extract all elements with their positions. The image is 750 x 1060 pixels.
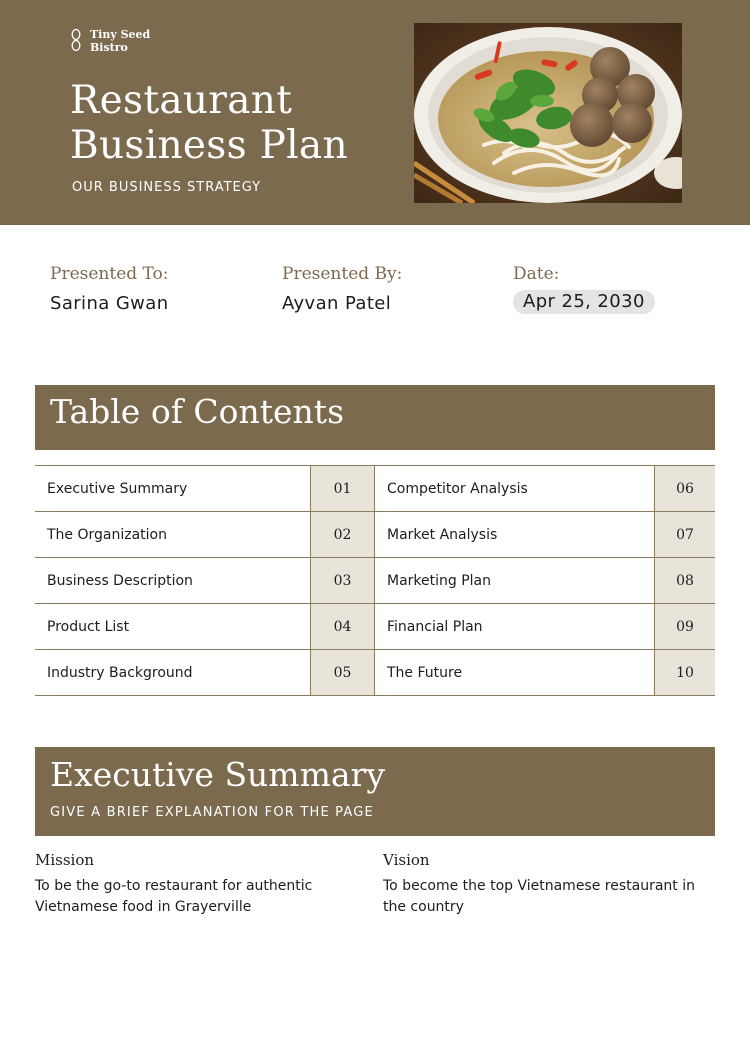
brand-logo — [70, 28, 150, 54]
vision-block — [383, 851, 713, 918]
toc-table — [35, 465, 715, 696]
presented-to-label: Presented To: — [50, 264, 169, 284]
toc-entry-label[interactable]: Executive Summary — [47, 480, 188, 497]
header-band — [0, 0, 750, 225]
toc-entry-label[interactable]: Product List — [47, 618, 130, 635]
toc-entry-label[interactable]: Industry Background — [47, 664, 193, 681]
toc-entry-label[interactable]: Competitor Analysis — [387, 480, 528, 497]
mission-block — [35, 851, 365, 918]
date-block — [513, 264, 655, 314]
toc-entry-label[interactable]: Marketing Plan — [387, 572, 492, 589]
toc-title: Table of Contents — [50, 392, 345, 431]
vision-text: To become the top Vietnamese restaurant in the country — [383, 878, 695, 915]
executive-summary-title: Executive Summary — [50, 755, 385, 794]
document-title: Restaurant Business Plan — [70, 78, 348, 168]
toc-row — [35, 466, 715, 512]
vision-heading: Vision — [383, 851, 430, 869]
executive-summary-subtitle: GIVE A BRIEF EXPLANATION FOR THE PAGE — [50, 805, 374, 820]
toc-page-number: 01 — [310, 466, 375, 511]
presented-to-value: Sarina Gwan — [50, 293, 169, 314]
toc-row — [35, 558, 715, 604]
document-subtitle: OUR BUSINESS STRATEGY — [72, 180, 262, 195]
presented-to-block — [50, 264, 169, 314]
toc-page-number: 02 — [310, 512, 375, 557]
mission-heading: Mission — [35, 851, 95, 869]
toc-page-number: 09 — [654, 604, 715, 649]
toc-entry-label[interactable]: The Organization — [47, 526, 167, 543]
toc-row — [35, 604, 715, 650]
noodle-soup-illustration — [414, 23, 682, 203]
date-label: Date: — [513, 264, 560, 284]
executive-summary-banner — [35, 747, 715, 836]
toc-page-number: 03 — [310, 558, 375, 603]
toc-page-number: 08 — [654, 558, 715, 603]
presented-by-value: Ayvan Patel — [282, 293, 392, 314]
toc-entry-label[interactable]: Market Analysis — [387, 526, 498, 543]
toc-page-number: 07 — [654, 512, 715, 557]
toc-entry-label[interactable]: Financial Plan — [387, 618, 483, 635]
hero-food-photo — [414, 23, 682, 203]
toc-entry-label[interactable]: Business Description — [47, 572, 193, 589]
toc-row — [35, 512, 715, 558]
toc-page-number: 06 — [654, 466, 715, 511]
toc-page-number: 05 — [310, 650, 375, 695]
toc-banner — [35, 385, 715, 450]
brand-name: Tiny Seed Bistro — [90, 28, 151, 54]
seed-icon — [70, 28, 82, 52]
toc-page-number: 10 — [654, 650, 715, 695]
mission-text: To be the go-to restaurant for authentic Vietnamese food in Grayerville — [35, 878, 313, 915]
date-value: Apr 25, 2030 — [513, 290, 655, 314]
presented-by-label: Presented By: — [282, 264, 403, 284]
toc-page-number: 04 — [310, 604, 375, 649]
presented-by-block — [282, 264, 402, 314]
toc-entry-label[interactable]: The Future — [387, 664, 463, 681]
toc-row — [35, 650, 715, 696]
